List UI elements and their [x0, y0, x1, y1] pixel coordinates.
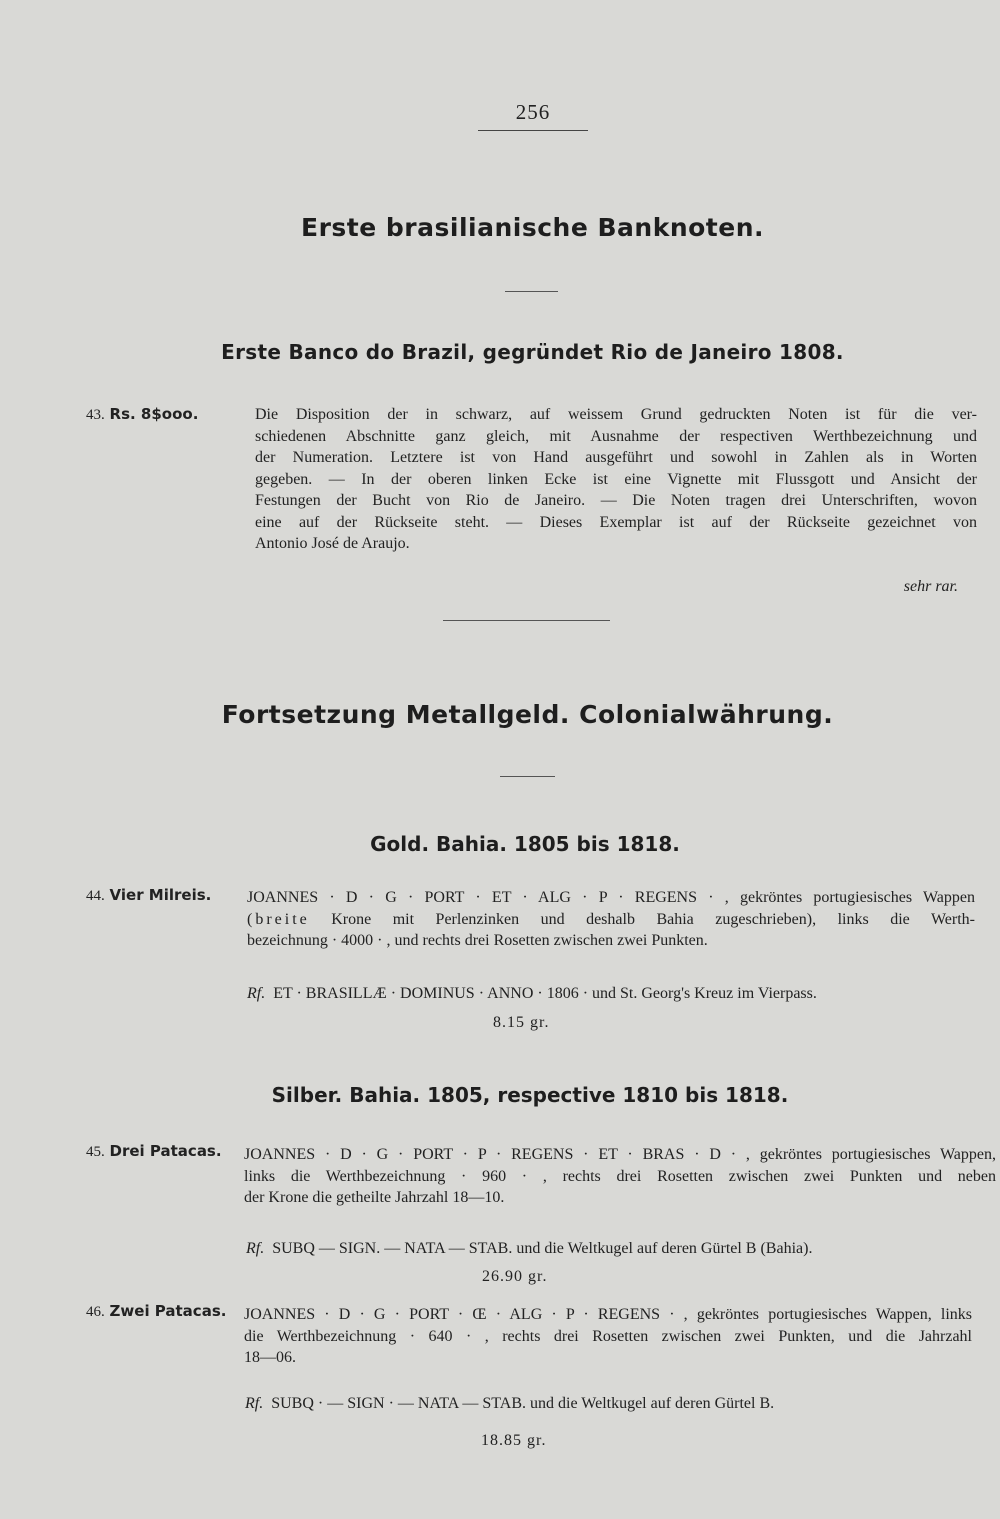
- entry-description-44: [247, 887, 975, 952]
- text-line: bezeichnung · 4000 · , und rechts drei Rosetten zwischen zwei Punkten.: [247, 932, 708, 949]
- entry-number: 45.: [86, 1144, 105, 1160]
- reverse-text: ET · BRASILLÆ · DOMINUS · ANNO · 1806 · und St. Georg's Kreuz im Vierpass.: [273, 985, 817, 1002]
- entry-denomination: Rs. 8$ooo.: [109, 405, 199, 423]
- spaced-text: (breite: [247, 910, 310, 928]
- section-title-banknotes: Erste brasilianische Banknoten.: [301, 213, 764, 242]
- text-line: die Werthbezeichnung · 640 · , rechts drei Rosetten zwischen zwei Punkten, und die Jahrzahl: [244, 1327, 972, 1345]
- reverse-description-44: [247, 983, 975, 1005]
- entry-number: 43.: [86, 407, 105, 423]
- page-number-rule: [478, 130, 588, 131]
- text-line: JOANNES · D · G · PORT · Œ · ALG · P · REGENS · , gekröntes portugiesisches Wappen, links: [244, 1306, 972, 1323]
- text-line: links die Werthbezeichnung · 960 · , rechts drei Rosetten zwischen zwei Punkten und neben: [244, 1167, 996, 1185]
- rarity-note: sehr rar.: [903, 578, 958, 595]
- text-line: Die Disposition der in schwarz, auf weissem Grund gedruckten Noten ist für die ver-: [255, 406, 977, 423]
- text-line: gegeben. — In der oberen linken Ecke ist eine Vignette mit Flussgott und Ansicht der: [255, 470, 977, 488]
- subsection-title-banco: Erste Banco do Brazil, gegründet Rio de Janeiro 1808.: [221, 340, 844, 364]
- text-line: schiedenen Abschnitte ganz gleich, mit Ausnahme der respectiven Werthbezeichnung und: [255, 427, 977, 445]
- text-fragment: Krone mit Perlenzinken und deshalb Bahia zugeschrieben), links die Werth-: [309, 910, 975, 928]
- section-title-metallgeld: Fortsetzung Metallgeld. Colonialwährung.: [221, 700, 834, 729]
- section-divider: [443, 620, 610, 621]
- text-line: [247, 983, 975, 1005]
- entry-denomination: Drei Patacas.: [109, 1142, 222, 1160]
- weight-45: 26.90 gr.: [482, 1268, 548, 1285]
- reverse-description-46: [245, 1393, 973, 1415]
- entry-description-45: [244, 1144, 996, 1209]
- entry-denomination: Vier Milreis.: [109, 886, 212, 904]
- text-line: [246, 1238, 974, 1260]
- text-line: JOANNES · D · G · PORT · P · REGENS · ET · BRAS · D · , gekröntes portugiesisches Wappen,: [244, 1146, 996, 1163]
- subsection-title-gold: Gold. Bahia. 1805 bis 1818.: [370, 832, 680, 856]
- reverse-description-45: [246, 1238, 974, 1260]
- text-line: 18—06.: [244, 1349, 296, 1366]
- entry-description-43: [255, 404, 977, 555]
- text-line: JOANNES · D · G · PORT · ET · ALG · P · REGENS · , gekröntes portugiesisches Wappen: [247, 889, 975, 906]
- weight-44: 8.15 gr.: [493, 1014, 550, 1031]
- reverse-abbr: Rf.: [246, 1240, 265, 1257]
- entry-number: 44.: [86, 888, 105, 904]
- subsection-title-silber: Silber. Bahia. 1805, respective 1810 bis 1818.: [271, 1083, 789, 1107]
- entry-label-44: [86, 886, 211, 905]
- text-line: eine auf der Rückseite steht. — Dieses Exemplar ist auf der Rückseite gezeichnet von: [255, 513, 977, 531]
- divider: [500, 776, 555, 777]
- entry-label-45: [86, 1142, 222, 1161]
- text-line: [245, 1393, 973, 1415]
- divider: [505, 291, 558, 292]
- reverse-text: SUBQ — SIGN. — NATA — STAB. und die Weltkugel auf deren Gürtel B (Bahia).: [272, 1240, 813, 1257]
- entry-label-43: [86, 405, 198, 424]
- reverse-text: SUBQ · — SIGN · — NATA — STAB. und die Weltkugel auf deren Gürtel B.: [271, 1395, 775, 1412]
- entry-denomination: Zwei Patacas.: [109, 1302, 227, 1320]
- page-number: 256: [515, 100, 551, 124]
- text-line: der Krone die getheilte Jahrzahl 18—10.: [244, 1189, 505, 1206]
- entry-label-46: [86, 1302, 226, 1321]
- entry-number: 46.: [86, 1304, 105, 1320]
- text-line: [247, 909, 975, 931]
- reverse-abbr: Rf.: [247, 985, 266, 1002]
- reverse-abbr: Rf.: [245, 1395, 264, 1412]
- text-line: Festungen der Bucht von Rio de Janeiro. — Die Noten tragen drei Unterschriften, wovon: [255, 492, 977, 509]
- weight-46: 18.85 gr.: [481, 1432, 547, 1449]
- text-line: Antonio José de Araujo.: [255, 535, 410, 552]
- entry-description-46: [244, 1304, 972, 1369]
- text-line: der Numeration. Letztere ist von Hand ausgeführt und sowohl in Zahlen als in Worten: [255, 449, 977, 466]
